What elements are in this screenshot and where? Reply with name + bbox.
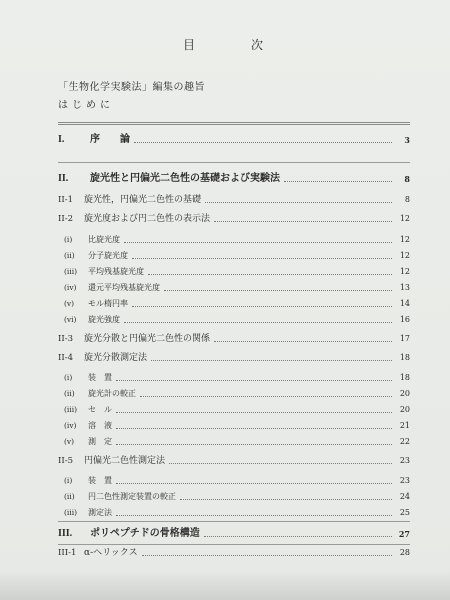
toc-subsection[interactable]	[64, 296, 410, 310]
subsection-title: 円二色性測定装置の較正	[88, 492, 176, 501]
section-number: II-2	[58, 214, 73, 224]
page-number: 3	[404, 135, 410, 145]
page-number: 12	[399, 251, 410, 260]
toc-subsection[interactable]	[64, 489, 410, 503]
page-number: 12	[399, 214, 410, 223]
page-number: 27	[398, 529, 410, 539]
subsection-title: モル楕円率	[88, 299, 128, 308]
subsection-number: (ii)	[64, 492, 75, 501]
dot-leader	[116, 427, 392, 429]
subsection-number: (i)	[64, 476, 73, 485]
dot-leader	[116, 443, 392, 445]
subsection-number: (iii)	[64, 267, 78, 276]
subsection-title: 測 定	[88, 437, 112, 446]
page-number: 18	[399, 353, 410, 362]
toc-chapter-2[interactable]	[58, 171, 410, 185]
section-title: 旋光分散測定法	[84, 353, 148, 363]
toc-section-2-2[interactable]	[58, 211, 410, 225]
page-number: 23	[399, 476, 410, 485]
subsection-number: (i)	[64, 373, 73, 382]
subsection-number: (v)	[64, 437, 75, 446]
dot-leader	[140, 395, 392, 397]
page-number: 28	[399, 548, 410, 557]
page-number: 14	[399, 299, 410, 308]
page-number: 20	[399, 389, 410, 398]
page-number: 12	[399, 267, 410, 276]
toc-subsection[interactable]	[64, 370, 410, 384]
toc-subsection[interactable]	[64, 280, 410, 294]
dot-leader	[205, 201, 392, 203]
section-title: 円偏光二色性測定法	[84, 456, 166, 466]
toc-subsection[interactable]	[64, 312, 410, 326]
page-number: 12	[399, 235, 410, 244]
subsection-title: 測定法	[88, 508, 112, 517]
toc-section-2-1[interactable]	[58, 192, 410, 206]
toc-section-2-3[interactable]	[58, 331, 410, 345]
toc-subsection[interactable]	[64, 232, 410, 246]
toc-subsection[interactable]	[64, 264, 410, 278]
divider	[58, 162, 410, 163]
dot-leader	[116, 411, 392, 413]
toc-chapter-3[interactable]	[58, 526, 410, 540]
section-title: 旋光分散と円偏光二色性の関係	[84, 334, 211, 344]
subsection-title: 旋光強度	[88, 315, 120, 324]
subsection-title: 平均残基旋光度	[88, 267, 144, 276]
subsection-number: (iv)	[64, 283, 77, 292]
dot-leader	[142, 554, 392, 556]
subsection-number: (ii)	[64, 251, 75, 260]
dot-leader	[148, 273, 392, 275]
page-number: 21	[399, 421, 410, 430]
toc-section-3-1[interactable]	[58, 545, 410, 559]
page-number: 8	[404, 174, 410, 184]
chapter-number: III.	[58, 528, 73, 539]
subsection-title: 還元平均残基旋光度	[88, 283, 160, 292]
subsection-number: (ii)	[64, 389, 75, 398]
toc-subsection[interactable]	[64, 505, 410, 519]
page-number: 17	[399, 334, 410, 343]
toc-section-2-5[interactable]	[58, 453, 410, 467]
dot-leader	[204, 535, 392, 537]
page-number: 16	[399, 315, 410, 324]
page-edge-shadow	[0, 570, 450, 600]
toc-subsection[interactable]	[64, 402, 410, 416]
subsection-number: (vi)	[64, 315, 77, 324]
subsection-title: 分子旋光度	[88, 251, 128, 260]
subsection-number: (iv)	[64, 421, 77, 430]
page-number: 24	[399, 492, 410, 501]
subsection-title: 装 置	[88, 476, 112, 485]
toc-chapter-1[interactable]	[58, 132, 410, 146]
subsection-number: (iii)	[64, 508, 78, 517]
page-number: 20	[399, 405, 410, 414]
toc-subsection[interactable]	[64, 386, 410, 400]
chapter-title: ポリペプチドの骨格構造	[90, 528, 200, 539]
section-title: α-ヘリックス	[84, 548, 138, 558]
section-title: 旋光性，円偏光二色性の基礎	[84, 195, 202, 205]
dot-leader	[116, 379, 392, 381]
subsection-title: 比旋光度	[88, 235, 120, 244]
subsection-title: 溶 液	[88, 421, 112, 430]
page-number: 25	[399, 508, 410, 517]
dot-leader	[180, 498, 392, 500]
chapter-title: 旋光性と円偏光二色性の基礎および実験法	[90, 173, 280, 184]
chapter-number: I.	[58, 134, 65, 145]
dot-leader	[214, 340, 392, 342]
toc-subsection[interactable]	[64, 473, 410, 487]
dot-leader	[116, 482, 392, 484]
subsection-number: (i)	[64, 235, 73, 244]
page-title: 目 次	[182, 38, 285, 52]
page-number: 22	[399, 437, 410, 446]
dot-leader	[164, 289, 392, 291]
section-title: 旋光度および円二色性の表示法	[84, 214, 211, 224]
section-number: III-1	[58, 548, 77, 558]
preface-editorial: 「生物化学実験法」編集の趣旨	[58, 82, 205, 93]
section-number: II-1	[58, 195, 73, 205]
dot-leader	[116, 514, 392, 516]
subsection-number: (v)	[64, 299, 75, 308]
subsection-title: セ ル	[88, 405, 112, 414]
subsection-title: 装 置	[88, 373, 112, 382]
page-number: 8	[404, 195, 410, 204]
dot-leader	[132, 305, 392, 307]
dot-leader	[124, 321, 392, 323]
subsection-title: 旋光計の較正	[88, 389, 136, 398]
toc-subsection[interactable]	[64, 248, 410, 262]
page-number: 18	[399, 373, 410, 382]
toc-subsection[interactable]	[64, 434, 410, 448]
divider	[58, 521, 410, 522]
dot-leader	[169, 462, 392, 464]
dot-leader	[284, 180, 392, 182]
dot-leader	[214, 220, 392, 222]
toc-section-2-4[interactable]	[58, 350, 410, 364]
dot-leader	[134, 141, 392, 143]
chapter-title: 序 論	[90, 134, 130, 145]
toc-subsection[interactable]	[64, 418, 410, 432]
section-number: II-4	[58, 353, 73, 363]
page-number: 13	[399, 283, 410, 292]
preface-introduction: はじめに	[58, 100, 114, 111]
section-number: II-3	[58, 334, 73, 344]
dot-leader	[151, 359, 392, 361]
divider	[58, 122, 410, 125]
page-number: 23	[399, 456, 410, 465]
subsection-number: (iii)	[64, 405, 78, 414]
section-number: II-5	[58, 456, 73, 466]
dot-leader	[124, 241, 392, 243]
chapter-number: II.	[58, 173, 69, 184]
dot-leader	[132, 257, 392, 259]
